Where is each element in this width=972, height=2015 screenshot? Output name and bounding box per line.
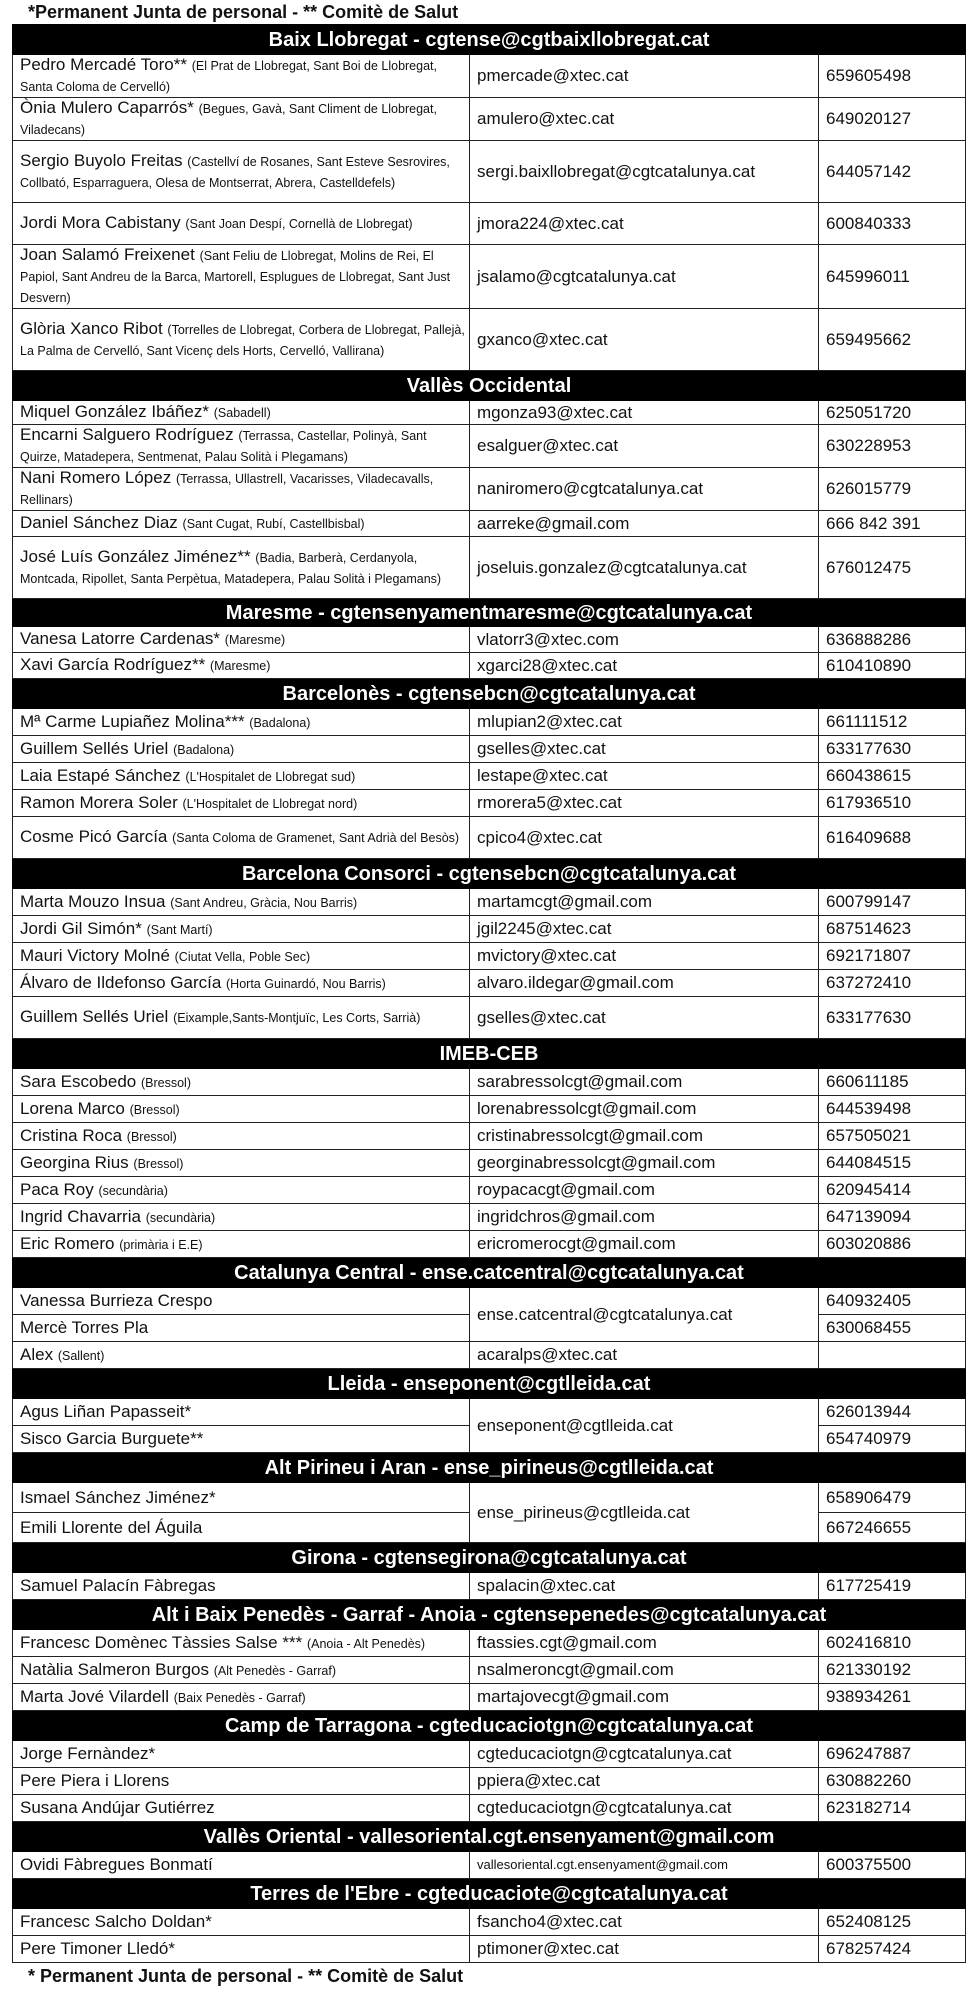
contact-phone[interactable]: 657505021 bbox=[819, 1123, 966, 1150]
contact-phone[interactable]: 644084515 bbox=[819, 1150, 966, 1177]
contact-email[interactable]: ingridchros@gmail.com bbox=[470, 1204, 819, 1231]
contact-row bbox=[13, 425, 966, 468]
contact-row bbox=[13, 1936, 966, 1963]
contact-row bbox=[13, 943, 966, 970]
contact-area: (L'Hospitalet de Llobregat sud) bbox=[185, 769, 356, 784]
contact-area: (Terrassa, Castellar, Polinyà, Sant Quirze, Matadepera, Sentmenat, Palau Solità i Plegamans) bbox=[20, 429, 427, 464]
contact-name-cell bbox=[13, 1573, 470, 1600]
contact-email[interactable]: roypacacgt@gmail.com bbox=[470, 1177, 819, 1204]
contacts-table-wrap bbox=[12, 24, 965, 1963]
contact-email[interactable]: ense_pirineus@cgtlleida.cat bbox=[470, 1483, 819, 1543]
contact-phone[interactable]: 637272410 bbox=[819, 970, 966, 997]
contact-email[interactable]: ericromerocgt@gmail.com bbox=[470, 1231, 819, 1258]
contact-name: Guillem Sellés Uriel bbox=[20, 738, 169, 758]
contact-name-cell bbox=[13, 1399, 470, 1426]
contact-phone[interactable]: 602416810 bbox=[819, 1630, 966, 1657]
contact-row bbox=[13, 1231, 966, 1258]
contact-name: Jordi Mora Cabistany bbox=[20, 213, 181, 232]
contact-name: Mercè Torres Pla bbox=[20, 1318, 149, 1337]
contact-name: Pere Piera i Llorens bbox=[20, 1771, 170, 1790]
contact-phone[interactable]: 678257424 bbox=[819, 1936, 966, 1963]
contact-name-cell bbox=[13, 943, 470, 970]
contact-name-cell bbox=[13, 790, 470, 817]
section-title: Vallès Occidental bbox=[13, 371, 966, 401]
contact-name: Ovidi Fàbregues Bonmatí bbox=[20, 1855, 213, 1874]
contact-area: (Badalona) bbox=[173, 742, 235, 757]
contact-name-cell bbox=[13, 98, 470, 141]
contact-phone[interactable]: 640932405 bbox=[819, 1288, 966, 1315]
contact-area: (Bressol) bbox=[129, 1102, 180, 1117]
section-header-row bbox=[13, 1369, 966, 1399]
contact-row bbox=[13, 537, 966, 599]
contact-name-cell bbox=[13, 1741, 470, 1768]
contact-phone[interactable]: 660611185 bbox=[819, 1069, 966, 1096]
contact-phone[interactable]: 661111512 bbox=[819, 709, 966, 736]
section-header-row bbox=[13, 1258, 966, 1288]
contact-phone[interactable]: 667246655 bbox=[819, 1513, 966, 1543]
contact-email[interactable]: gselles@xtec.cat bbox=[470, 736, 819, 763]
contact-row bbox=[13, 1342, 966, 1369]
contact-name-cell bbox=[13, 653, 470, 679]
contact-area: (Begues, Gavà, Sant Climent de Llobregat, Viladecans) bbox=[20, 102, 437, 137]
contact-row bbox=[13, 1204, 966, 1231]
contact-email[interactable]: naniromero@cgtcatalunya.cat bbox=[470, 468, 819, 511]
contact-phone[interactable]: 626013944 bbox=[819, 1399, 966, 1426]
contact-name-cell bbox=[13, 309, 470, 371]
contact-phone[interactable]: 658906479 bbox=[819, 1483, 966, 1513]
contact-email[interactable]: lestape@xtec.cat bbox=[470, 763, 819, 790]
contact-name: Jorge Fernàndez* bbox=[20, 1744, 156, 1763]
contact-name-cell bbox=[13, 889, 470, 916]
contact-row bbox=[13, 709, 966, 736]
contact-row bbox=[13, 627, 966, 653]
contact-area: (Sallent) bbox=[57, 1348, 105, 1363]
contact-phone[interactable]: 617936510 bbox=[819, 790, 966, 817]
contact-row bbox=[13, 916, 966, 943]
contact-area: (Castellví de Rosanes, Sant Esteve Sesrovires, Collbató, Esparraguera, Olesa de Montserrat, Abrera, Castelldefels) bbox=[20, 154, 450, 190]
contact-email[interactable]: alvaro.ildegar@gmail.com bbox=[470, 970, 819, 997]
contact-email[interactable]: spalacin@xtec.cat bbox=[470, 1573, 819, 1600]
contact-name: Álvaro de Ildefonso García bbox=[20, 972, 222, 992]
section-title: Girona - cgtensegirona@cgtcatalunya.cat bbox=[13, 1543, 966, 1573]
contact-row bbox=[13, 817, 966, 859]
contact-name: José Luís González Jiménez** bbox=[20, 546, 251, 566]
contact-phone[interactable]: 696247887 bbox=[819, 1741, 966, 1768]
contact-phone[interactable]: 676012475 bbox=[819, 537, 966, 599]
contact-name-cell bbox=[13, 736, 470, 763]
contact-name: Encarni Salguero Rodríguez bbox=[20, 425, 234, 444]
contact-name-cell bbox=[13, 468, 470, 511]
contact-name-cell bbox=[13, 1768, 470, 1795]
contact-email[interactable]: ptimoner@xtec.cat bbox=[470, 1936, 819, 1963]
contact-phone[interactable]: 603020886 bbox=[819, 1231, 966, 1258]
contact-name-cell bbox=[13, 1177, 470, 1204]
contact-email[interactable]: cgteducaciotgn@cgtcatalunya.cat bbox=[470, 1741, 819, 1768]
contact-name: Guillem Sellés Uriel bbox=[20, 1007, 169, 1026]
contact-email[interactable]: martamcgt@gmail.com bbox=[470, 889, 819, 916]
section-title: Baix Llobregat - cgtense@cgtbaixllobregat.cat bbox=[13, 25, 966, 55]
contact-phone[interactable]: 645996011 bbox=[819, 245, 966, 309]
contact-area: (Sant Cugat, Rubí, Castellbisbal) bbox=[182, 517, 365, 531]
contact-name: Jordi Gil Simón* bbox=[20, 918, 142, 938]
contact-name: Alex bbox=[20, 1344, 54, 1364]
contact-name-cell bbox=[13, 1096, 470, 1123]
section-header-row bbox=[13, 599, 966, 627]
contact-email[interactable]: acaralps@xtec.cat bbox=[470, 1342, 819, 1369]
section-title: Terres de l'Ebre - cgteducaciote@cgtcatalunya.cat bbox=[13, 1879, 966, 1909]
contact-name: Glòria Xanco Ribot bbox=[20, 318, 163, 338]
contact-name: Marta Jové Vilardell bbox=[20, 1686, 169, 1706]
section-header-row bbox=[13, 25, 966, 55]
contact-phone[interactable] bbox=[819, 1342, 966, 1369]
contact-email[interactable]: pmercade@xtec.cat bbox=[470, 55, 819, 98]
contact-email[interactable]: ppiera@xtec.cat bbox=[470, 1768, 819, 1795]
section-title: Catalunya Central - ense.catcentral@cgtcatalunya.cat bbox=[13, 1258, 966, 1288]
contact-name-cell bbox=[13, 1657, 470, 1684]
section-title: Alt i Baix Penedès - Garraf - Anoia - cgtensepenedes@cgtcatalunya.cat bbox=[13, 1600, 966, 1630]
contact-name: Sisco Garcia Burguete** bbox=[20, 1429, 204, 1448]
contact-row bbox=[13, 763, 966, 790]
contact-email[interactable]: gxanco@xtec.cat bbox=[470, 309, 819, 371]
contact-phone[interactable]: 630068455 bbox=[819, 1315, 966, 1342]
contact-phone[interactable]: 687514623 bbox=[819, 916, 966, 943]
contact-email[interactable]: nsalmeroncgt@gmail.com bbox=[470, 1657, 819, 1684]
contact-area: (Bressol) bbox=[140, 1075, 191, 1090]
contact-area: (El Prat de Llobregat, Sant Boi de Llobregat, Santa Coloma de Cervelló) bbox=[20, 59, 437, 94]
contact-name: Ingrid Chavarria bbox=[20, 1206, 141, 1226]
contact-phone[interactable]: 600799147 bbox=[819, 889, 966, 916]
contact-row bbox=[13, 653, 966, 679]
section-title: Camp de Tarragona - cgteducaciotgn@cgtcatalunya.cat bbox=[13, 1711, 966, 1741]
contact-name: Samuel Palacín Fàbregas bbox=[20, 1576, 216, 1595]
contact-email[interactable]: esalguer@xtec.cat bbox=[470, 425, 819, 468]
contact-name: Susana Andújar Gutiérrez bbox=[20, 1798, 215, 1817]
contact-name: Paca Roy bbox=[20, 1179, 94, 1199]
contact-name: Marta Mouzo Insua bbox=[20, 891, 166, 911]
contact-area: (Anoia - Alt Penedès) bbox=[306, 1636, 426, 1651]
contact-name-cell bbox=[13, 1231, 470, 1258]
contact-row bbox=[13, 98, 966, 141]
contact-area: (Bressol) bbox=[126, 1129, 177, 1144]
contact-row bbox=[13, 1741, 966, 1768]
contact-phone[interactable]: 654740979 bbox=[819, 1426, 966, 1453]
contact-name-cell bbox=[13, 425, 470, 468]
contact-name-cell bbox=[13, 537, 470, 599]
contact-name-cell bbox=[13, 1909, 470, 1936]
contact-name: Vanessa Burrieza Crespo bbox=[20, 1291, 213, 1310]
contact-name-cell bbox=[13, 997, 470, 1039]
contact-name-cell bbox=[13, 55, 470, 98]
contact-row bbox=[13, 1768, 966, 1795]
contact-name-cell bbox=[13, 1684, 470, 1711]
contact-name-cell bbox=[13, 511, 470, 537]
contact-name: Sara Escobedo bbox=[20, 1071, 137, 1091]
contact-row bbox=[13, 1483, 966, 1513]
section-title: IMEB-CEB bbox=[13, 1039, 966, 1069]
contact-area: (Ciutat Vella, Poble Sec) bbox=[174, 949, 311, 964]
contact-email[interactable]: mgonza93@xtec.cat bbox=[470, 401, 819, 425]
contact-email[interactable]: amulero@xtec.cat bbox=[470, 98, 819, 141]
contact-row bbox=[13, 1069, 966, 1096]
section-title: Alt Pirineu i Aran - ense_pirineus@cgtlleida.cat bbox=[13, 1453, 966, 1483]
contact-phone[interactable]: 630228953 bbox=[819, 425, 966, 468]
section-header-row bbox=[13, 859, 966, 889]
contact-email[interactable]: rmorera5@xtec.cat bbox=[470, 790, 819, 817]
contact-email[interactable]: mlupian2@xtec.cat bbox=[470, 709, 819, 736]
contact-name: Cosme Picó García bbox=[20, 827, 168, 846]
contact-name-cell bbox=[13, 1630, 470, 1657]
contact-name-cell bbox=[13, 203, 470, 245]
contact-area: (Baix Penedès - Garraf) bbox=[173, 1690, 306, 1705]
contact-row bbox=[13, 468, 966, 511]
contact-phone[interactable]: 666 842 391 bbox=[819, 511, 966, 537]
contact-area: (Terrassa, Ullastrell, Vacarisses, Viladecavalls, Rellinars) bbox=[20, 472, 434, 507]
contact-area: (Horta Guinardó, Nou Barris) bbox=[226, 976, 386, 991]
section-header-row bbox=[13, 1453, 966, 1483]
contact-name-cell bbox=[13, 916, 470, 943]
contact-name-cell bbox=[13, 709, 470, 736]
contact-email[interactable]: ftassies.cgt@gmail.com bbox=[470, 1630, 819, 1657]
contact-name: Agus Liñan Papasseit* bbox=[20, 1402, 192, 1421]
contact-name: Georgina Rius bbox=[20, 1152, 129, 1172]
section-header-row bbox=[13, 1711, 966, 1741]
contact-name: Ismael Sánchez Jiménez* bbox=[20, 1487, 216, 1507]
contact-name: Joan Salamó Freixenet bbox=[20, 245, 195, 264]
contact-name-cell bbox=[13, 245, 470, 309]
contact-name-cell bbox=[13, 401, 470, 425]
contact-email[interactable]: ense.catcentral@cgtcatalunya.cat bbox=[470, 1288, 819, 1342]
section-header-row bbox=[13, 679, 966, 709]
contact-row bbox=[13, 1795, 966, 1822]
contact-name-cell bbox=[13, 141, 470, 203]
contact-name-cell bbox=[13, 1069, 470, 1096]
contact-name: Lorena Marco bbox=[20, 1098, 125, 1118]
contact-name: Natàlia Salmeron Burgos bbox=[20, 1659, 209, 1679]
contact-row bbox=[13, 1123, 966, 1150]
contact-phone[interactable]: 692171807 bbox=[819, 943, 966, 970]
contact-phone[interactable]: 617725419 bbox=[819, 1573, 966, 1600]
contact-row bbox=[13, 997, 966, 1039]
contact-row bbox=[13, 141, 966, 203]
contact-phone[interactable]: 652408125 bbox=[819, 1909, 966, 1936]
contact-name-cell bbox=[13, 817, 470, 859]
contact-name: Eric Romero bbox=[20, 1233, 115, 1253]
contact-name-cell bbox=[13, 1342, 470, 1369]
contact-phone[interactable]: 616409688 bbox=[819, 817, 966, 859]
contact-name: Cristina Roca bbox=[20, 1125, 123, 1145]
contact-name: Daniel Sánchez Diaz bbox=[20, 513, 178, 532]
contact-email[interactable]: georginabressolcgt@gmail.com bbox=[470, 1150, 819, 1177]
section-header-row bbox=[13, 371, 966, 401]
contact-email[interactable]: cgteducaciotgn@cgtcatalunya.cat bbox=[470, 1795, 819, 1822]
contact-row bbox=[13, 1684, 966, 1711]
contact-phone[interactable]: 659495662 bbox=[819, 309, 966, 371]
contact-row bbox=[13, 55, 966, 98]
contact-row bbox=[13, 1177, 966, 1204]
contact-email[interactable]: jgil2245@xtec.cat bbox=[470, 916, 819, 943]
contact-area: (secundària) bbox=[98, 1183, 168, 1198]
contact-area: (Badalona) bbox=[249, 715, 311, 730]
contact-email[interactable]: jsalamo@cgtcatalunya.cat bbox=[470, 245, 819, 309]
contact-phone[interactable]: 659605498 bbox=[819, 55, 966, 98]
contact-phone[interactable]: 660438615 bbox=[819, 763, 966, 790]
contact-email[interactable]: sergi.baixllobregat@cgtcatalunya.cat bbox=[470, 141, 819, 203]
contact-phone[interactable]: 625051720 bbox=[819, 401, 966, 425]
contact-name-cell bbox=[13, 1204, 470, 1231]
contact-row bbox=[13, 1852, 966, 1879]
contact-email[interactable]: lorenabressolcgt@gmail.com bbox=[470, 1096, 819, 1123]
contact-phone[interactable]: 620945414 bbox=[819, 1177, 966, 1204]
contact-name-cell bbox=[13, 1852, 470, 1879]
contact-phone[interactable]: 938934261 bbox=[819, 1684, 966, 1711]
contact-email[interactable]: cristinabressolcgt@gmail.com bbox=[470, 1123, 819, 1150]
contact-name-cell bbox=[13, 627, 470, 653]
section-header-row bbox=[13, 1039, 966, 1069]
contact-name: Ramon Morera Soler bbox=[20, 792, 178, 812]
contact-phone[interactable]: 636888286 bbox=[819, 627, 966, 653]
contact-email[interactable]: xgarci28@xtec.cat bbox=[470, 653, 819, 679]
contact-area: (Sant Feliu de Llobregat, Molins de Rei, El Papiol, Sant Andreu de la Barca, Martorell, Esplugues de Llobregat, Sant Just Desvern) bbox=[20, 249, 451, 305]
section-title: Vallès Oriental - vallesoriental.cgt.ensenyament@gmail.com bbox=[13, 1822, 966, 1852]
section-header-row bbox=[13, 1879, 966, 1909]
section-title: Maresme - cgtensenyamentmaresme@cgtcatalunya.cat bbox=[13, 599, 966, 627]
contact-area: (Sant Joan Despí, Cornellà de Llobregat) bbox=[185, 217, 413, 231]
contact-name: Mª Carme Lupiañez Molina*** bbox=[20, 711, 245, 731]
contact-phone[interactable]: 600840333 bbox=[819, 203, 966, 245]
contact-row bbox=[13, 889, 966, 916]
contact-name: Emili Llorente del Águila bbox=[20, 1517, 203, 1537]
contact-name: Pere Timoner Lledó* bbox=[20, 1939, 175, 1958]
contact-email[interactable]: joseluis.gonzalez@cgtcatalunya.cat bbox=[470, 537, 819, 599]
contact-row bbox=[13, 511, 966, 537]
contact-email[interactable]: sarabressolcgt@gmail.com bbox=[470, 1069, 819, 1096]
contact-phone[interactable]: 647139094 bbox=[819, 1204, 966, 1231]
contact-phone[interactable]: 633177630 bbox=[819, 997, 966, 1039]
contact-name: Vanesa Latorre Cardenas* bbox=[20, 629, 221, 648]
contact-phone[interactable]: 610410890 bbox=[819, 653, 966, 679]
contact-name: Ònia Mulero Caparrós* bbox=[20, 98, 194, 117]
contact-name-cell bbox=[13, 1795, 470, 1822]
contact-phone[interactable]: 633177630 bbox=[819, 736, 966, 763]
contact-name-cell bbox=[13, 1288, 470, 1315]
section-title: Lleida - enseponent@cgtlleida.cat bbox=[13, 1369, 966, 1399]
contact-row bbox=[13, 1657, 966, 1684]
contact-name: Francesc Salcho Doldan* bbox=[20, 1912, 212, 1931]
contact-email[interactable]: cpico4@xtec.cat bbox=[470, 817, 819, 859]
contact-name: Francesc Domènec Tàssies Salse *** bbox=[20, 1632, 303, 1652]
contact-area: (Sant Andreu, Gràcia, Nou Barris) bbox=[170, 895, 358, 910]
contact-phone[interactable]: 626015779 bbox=[819, 468, 966, 511]
contact-phone[interactable]: 644057142 bbox=[819, 141, 966, 203]
contact-row bbox=[13, 1573, 966, 1600]
contact-row bbox=[13, 970, 966, 997]
contact-email[interactable]: vlatorr3@xtec.com bbox=[470, 627, 819, 653]
contact-area: (secundària) bbox=[145, 1210, 216, 1225]
section-header-row bbox=[13, 1600, 966, 1630]
contact-row bbox=[13, 1096, 966, 1123]
contact-area: (primària i E.E) bbox=[119, 1237, 203, 1252]
contact-row bbox=[13, 309, 966, 371]
contact-name-cell bbox=[13, 1150, 470, 1177]
contact-area: (Maresme) bbox=[209, 659, 271, 673]
contact-phone[interactable]: 630882260 bbox=[819, 1768, 966, 1795]
contact-email[interactable]: jmora224@xtec.cat bbox=[470, 203, 819, 245]
contact-row bbox=[13, 1399, 966, 1426]
contact-row bbox=[13, 203, 966, 245]
contact-row bbox=[13, 736, 966, 763]
section-header-row bbox=[13, 1543, 966, 1573]
contact-email[interactable]: aarreke@gmail.com bbox=[470, 511, 819, 537]
contact-area: (L'Hospitalet de Llobregat nord) bbox=[182, 796, 358, 811]
contact-area: (Santa Coloma de Gramenet, Sant Adrià del Besòs) bbox=[172, 831, 460, 845]
contact-name: Mauri Victory Molné bbox=[20, 945, 170, 965]
contact-name: Miquel González Ibáñez* bbox=[20, 402, 210, 421]
legend-bottom: * Permanent Junta de personal - ** Comitè de Salut bbox=[28, 1966, 464, 1986]
contact-row bbox=[13, 1630, 966, 1657]
contact-name-cell bbox=[13, 1426, 470, 1453]
contact-email[interactable]: martajovecgt@gmail.com bbox=[470, 1684, 819, 1711]
contact-row bbox=[13, 401, 966, 425]
contact-phone[interactable]: 644539498 bbox=[819, 1096, 966, 1123]
contact-name: Sergio Buyolo Freitas bbox=[20, 150, 183, 170]
contact-name-cell bbox=[13, 1483, 470, 1513]
contact-phone[interactable]: 623182714 bbox=[819, 1795, 966, 1822]
contact-email[interactable]: enseponent@cgtlleida.cat bbox=[470, 1399, 819, 1453]
contact-area: (Torrelles de Llobregat, Corbera de Llobregat, Pallejà, La Palma de Cervelló, Sant Vicenç dels Horts, Cervelló, Vallirana) bbox=[20, 322, 465, 358]
contact-name-cell bbox=[13, 1315, 470, 1342]
contact-row bbox=[13, 245, 966, 309]
contact-email[interactable]: mvictory@xtec.cat bbox=[470, 943, 819, 970]
contact-name-cell bbox=[13, 763, 470, 790]
contact-name: Pedro Mercadé Toro** bbox=[20, 55, 187, 74]
contact-row bbox=[13, 1288, 966, 1315]
section-header-row bbox=[13, 1822, 966, 1852]
contact-name-cell bbox=[13, 1936, 470, 1963]
contacts-table bbox=[12, 24, 966, 1963]
contact-row bbox=[13, 1150, 966, 1177]
contact-area: (Sabadell) bbox=[213, 406, 271, 420]
contact-row bbox=[13, 790, 966, 817]
contact-name: Nani Romero López bbox=[20, 468, 172, 487]
contact-phone[interactable]: 621330192 bbox=[819, 1657, 966, 1684]
contact-area: (Badia, Barberà, Cerdanyola, Montcada, Ripollet, Santa Perpètua, Matadepera, Palau Solità i Plegamans) bbox=[20, 550, 442, 586]
contact-name: Xavi García Rodríguez** bbox=[20, 655, 206, 674]
contact-phone[interactable]: 649020127 bbox=[819, 98, 966, 141]
contact-row bbox=[13, 1909, 966, 1936]
contact-email[interactable]: vallesoriental.cgt.ensenyament@gmail.com bbox=[470, 1852, 819, 1879]
contact-area: (Bressol) bbox=[133, 1156, 184, 1171]
contact-area: (Maresme) bbox=[224, 633, 286, 647]
contact-phone[interactable]: 600375500 bbox=[819, 1852, 966, 1879]
contact-name-cell bbox=[13, 970, 470, 997]
section-title: Barcelonès - cgtensebcn@cgtcatalunya.cat bbox=[13, 679, 966, 709]
contact-area: (Sant Martí) bbox=[146, 922, 213, 937]
legend-top: *Permanent Junta de personal - ** Comitè de Salut bbox=[28, 2, 459, 22]
contact-name-cell bbox=[13, 1123, 470, 1150]
contact-area: (Eixample,Sants-Montjuïc, Les Corts, Sarrià) bbox=[173, 1011, 421, 1025]
contact-name-cell bbox=[13, 1513, 470, 1543]
contact-area: (Alt Penedès - Garraf) bbox=[213, 1663, 336, 1678]
contact-email[interactable]: gselles@xtec.cat bbox=[470, 997, 819, 1039]
section-title: Barcelona Consorci - cgtensebcn@cgtcatalunya.cat bbox=[13, 859, 966, 889]
contact-email[interactable]: fsancho4@xtec.cat bbox=[470, 1909, 819, 1936]
contact-name: Laia Estapé Sánchez bbox=[20, 765, 181, 785]
